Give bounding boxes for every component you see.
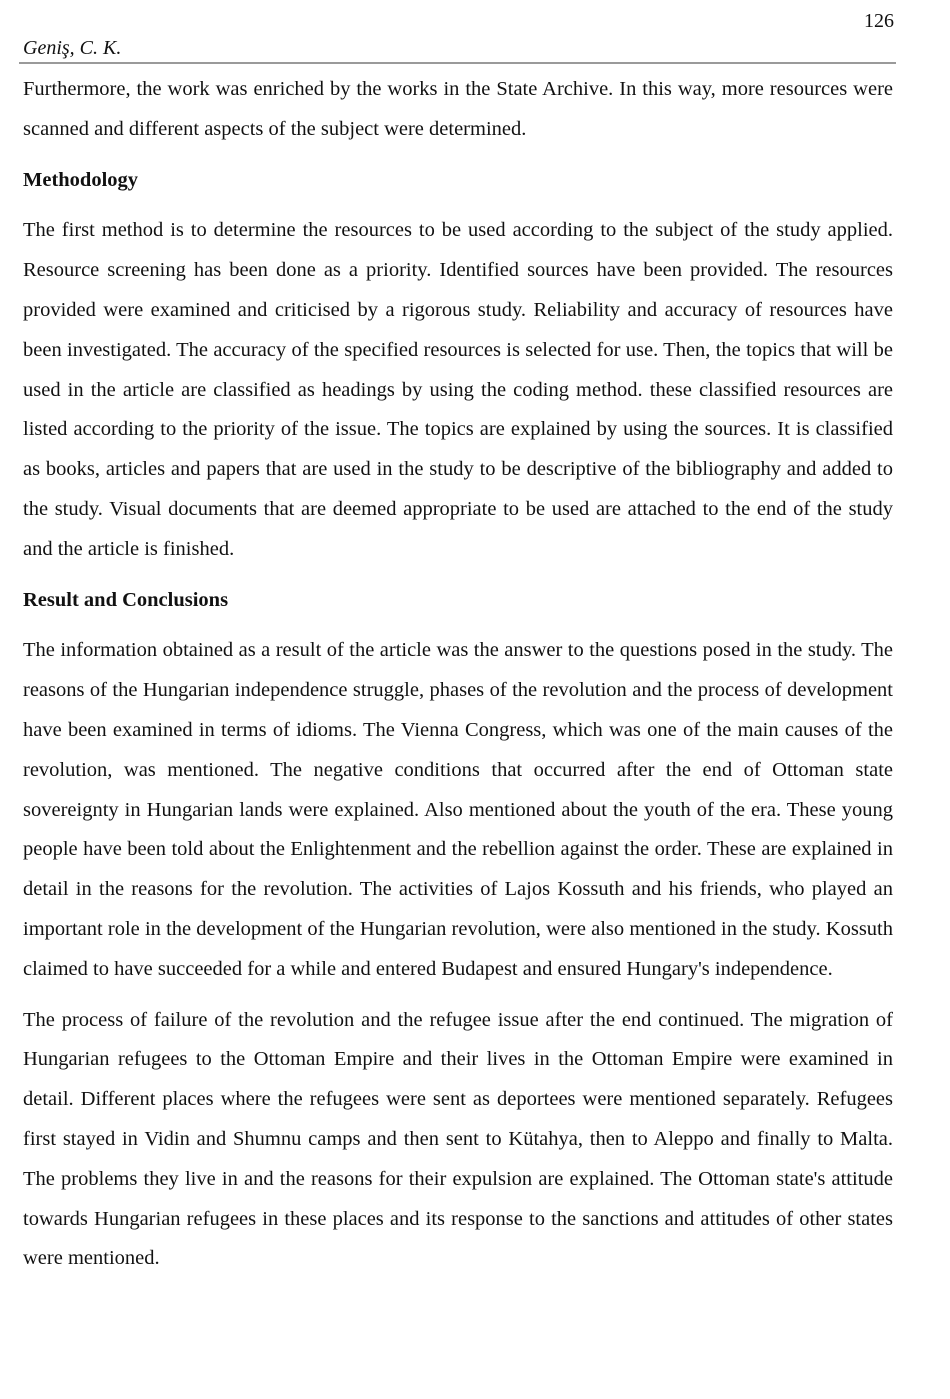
- paragraph-results-2: The process of failure of the revolution and the refugee issue after the end continued. The migration of Hungarian refugees to the Ottoman Empire and their lives in the Ottoman Empire were examined in detail. Different places where the refugees were sent as deportees were mentioned separately. Refugees first stayed in Vidin and Shumnu camps and then sent to Kütahya, then to Aleppo and finally to Malta. The problems they live in and the reasons for their expulsion are explained. The Ottoman state's attitude towards Hungarian refugees in these places and its response to the sanctions and attitudes of other states were mentioned.: [23, 1008, 893, 1270]
- paragraph-archive-sources: Furthermore, the work was enriched by the works in the State Archive. In this way, more resources were scanned and different aspects of the subject were determined.: [23, 78, 893, 140]
- heading-methodology: Methodology: [23, 168, 139, 191]
- paragraph-methodology: The first method is to determine the resources to be used according to the subject of the study applied. Resource screening has been done as a priority. Identified sources have been provided. The resources provided were examined and criticised by a rigorous study. Reliability and accuracy of resources have been investigated. The accuracy of the specified resources is selected for use. Then, the topics that will be used in the article are classified as headings by using the coding method. these classified resources are listed according to the priority of the issue. The topics are explained by using the sources. It is classified as books, articles and papers that are used in the study to be descriptive of the bibliography and added to the study. Visual documents that are deemed appropriate to be used are attached to the end of the study and the article is finished.: [23, 219, 893, 560]
- header-rule: [19, 62, 896, 64]
- paragraph-results-1: The information obtained as a result of the article was the answer to the questions posed in the study. The reasons of the Hungarian independence struggle, phases of the revolution and the process of development have been examined in terms of idioms. The Vienna Congress, which was one of the main causes of the revolution, was mentioned. The negative conditions that occurred after the end of Ottoman state sovereignty in Hungarian lands were explained. Also mentioned about the youth of the era. These young people have been told about the Enlightenment and the rebellion against the order. These are explained in detail in the reasons for the revolution. The activities of Lajos Kossuth and his friends, who played an important role in the development of the Hungarian revolution, were also mentioned in the study. Kossuth claimed to have succeeded for a while and entered Budapest and ensured Hungary's independence.: [23, 639, 893, 980]
- running-head: Geniş, C. K.: [23, 37, 122, 59]
- body-text: [23, 70, 893, 1279]
- heading-results: Result and Conclusions: [23, 588, 229, 611]
- page-number: 126: [864, 10, 894, 32]
